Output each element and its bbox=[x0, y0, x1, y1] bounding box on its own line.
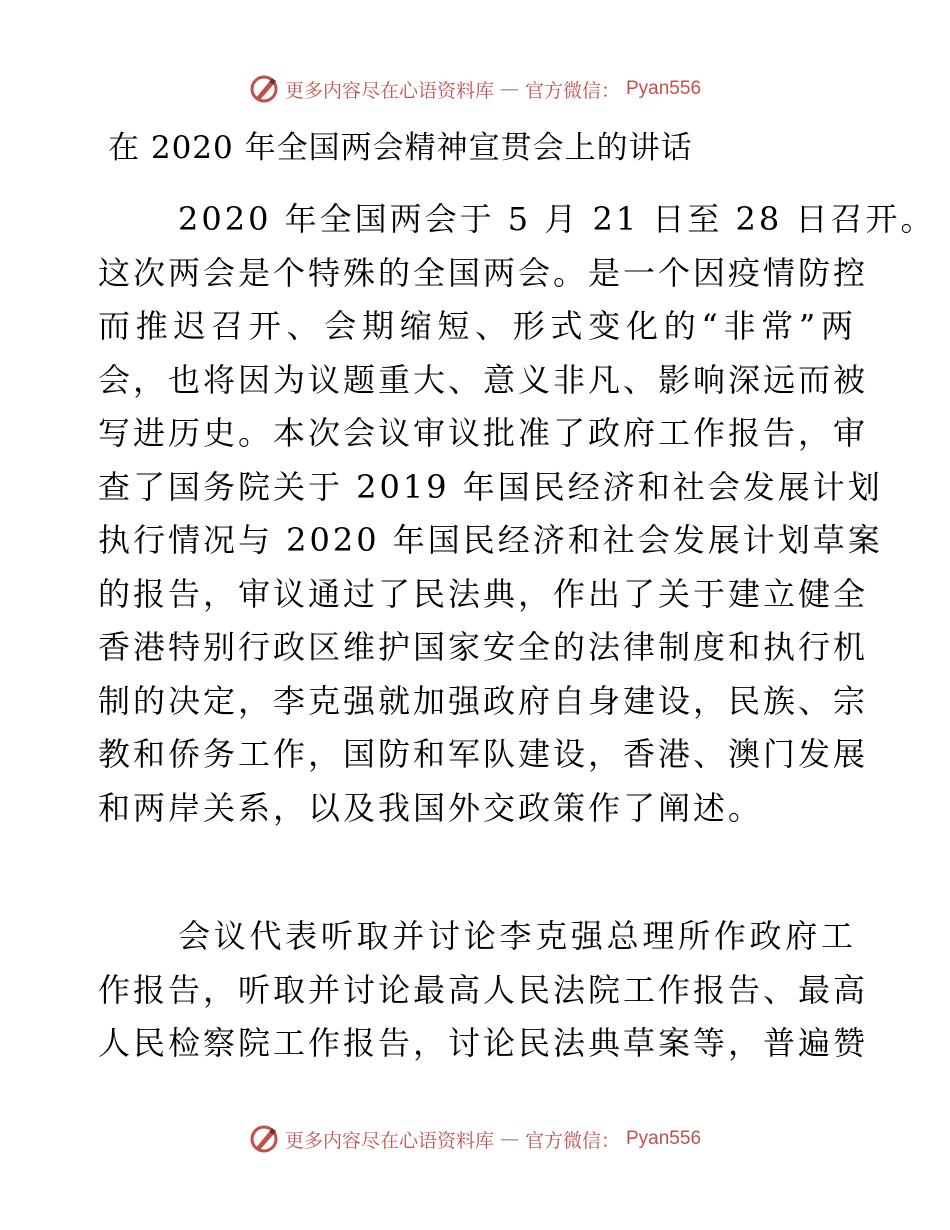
watermark-text: 更多内容尽在心语资料库 bbox=[284, 79, 494, 102]
watermark-separator: — bbox=[499, 78, 519, 100]
paragraph-2 bbox=[98, 910, 869, 1071]
watermark-id: Pyan556 bbox=[626, 1128, 702, 1149]
text-line: 写进历史。本次会议审议批准了政府工作报告，审 bbox=[98, 414, 869, 452]
text-line: 查了国务院关于 2019 年国民经济和社会发展计划 bbox=[98, 467, 883, 506]
watermark-separator: — bbox=[499, 1128, 519, 1150]
text-line: 执行情况与 2020 年国民经济和社会发展计划草案 bbox=[98, 521, 883, 559]
pen-logo-icon bbox=[249, 1124, 279, 1154]
text-line: 这次两会是个特殊的全国两会。是一个因疫情防控 bbox=[98, 253, 869, 292]
text-line: 人民检察院工作报告，讨论民法典草案等，普遍赞 bbox=[98, 1024, 869, 1062]
text-line: 会，也将因为议题重大、意义非凡、影响深远而被 bbox=[98, 360, 869, 399]
text-line: 和两岸关系，以及我国外交政策作了阐述。 bbox=[98, 788, 764, 827]
watermark-suffix: 官方微信： bbox=[524, 1129, 620, 1152]
watermark-header bbox=[0, 74, 950, 104]
text-line: 会议代表听取并讨论李克强总理所作政府工 bbox=[178, 917, 856, 955]
watermark-suffix: 官方微信： bbox=[524, 79, 620, 102]
pen-logo-icon bbox=[249, 74, 279, 104]
text-line: 2020 年全国两会于 5 月 21 日至 28 日召开。 bbox=[178, 200, 936, 238]
watermark-text: 更多内容尽在心语资料库 bbox=[284, 1129, 494, 1152]
paragraph-1 bbox=[98, 193, 936, 835]
watermark-id: Pyan556 bbox=[626, 78, 702, 99]
watermark-footer bbox=[0, 1124, 950, 1154]
text-line: 制的决定，李克强就加强政府自身建设，民族、宗 bbox=[98, 681, 869, 720]
text-line: 而推迟召开、会期缩短、形式变化的“非常”两 bbox=[98, 307, 856, 345]
text-line: 作报告，听取并讨论最高人民法院工作报告、最高 bbox=[98, 970, 869, 1009]
text-line: 香港特别行政区维护国家安全的法律制度和执行机 bbox=[98, 628, 869, 666]
text-line: 的报告，审议通过了民法典，作出了关于建立健全 bbox=[98, 574, 869, 613]
text-line: 教和侨务工作，国防和军队建设，香港、澳门发展 bbox=[98, 735, 869, 773]
document-title: 在 2020 年全国两会精神宣贯会上的讲话 bbox=[108, 130, 693, 166]
